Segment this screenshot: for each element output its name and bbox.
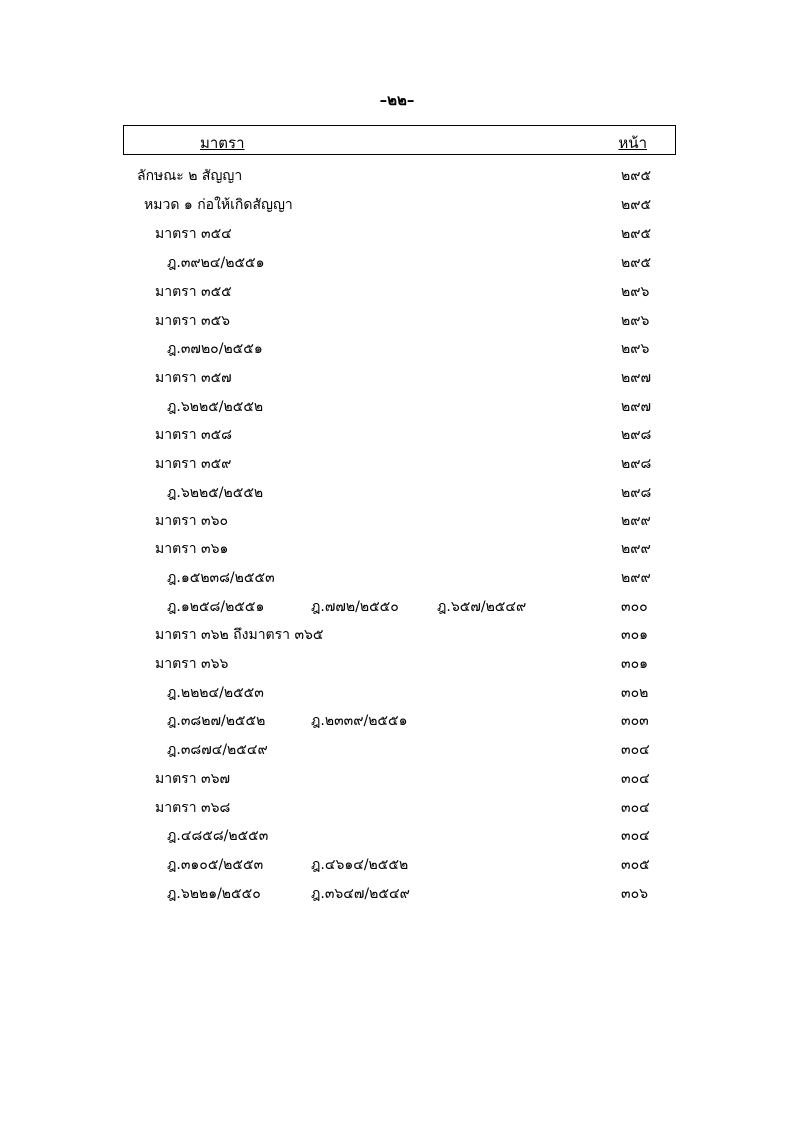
toc-entry: มาตรา ๓๖๒ ถึงมาตรา ๓๖๕ bbox=[155, 627, 324, 643]
toc-row bbox=[0, 482, 794, 504]
toc-page-number: ๓๐๒ bbox=[621, 685, 649, 701]
toc-page-number: ๓๐๔ bbox=[621, 742, 650, 758]
toc-row bbox=[0, 883, 794, 905]
table-header bbox=[123, 125, 676, 155]
toc-entry: มาตรา ๓๕๕ bbox=[155, 284, 232, 300]
toc-row bbox=[0, 396, 794, 418]
toc-row bbox=[0, 338, 794, 360]
toc-entry: ฎ.๖๒๒๑/๒๕๕๐ bbox=[167, 886, 261, 902]
toc-row bbox=[0, 223, 794, 245]
toc-row bbox=[0, 567, 794, 589]
toc-row bbox=[0, 854, 794, 876]
toc-row bbox=[0, 424, 794, 446]
toc-page-number: ๒๙๘ bbox=[621, 485, 652, 501]
toc-row bbox=[0, 194, 794, 216]
toc-entry-extra: ฎ.๖๕๗/๒๕๔๙ bbox=[437, 599, 527, 615]
toc-page-number: ๒๙๕ bbox=[621, 168, 652, 184]
toc-page-number: ๒๙๘ bbox=[621, 427, 652, 443]
toc-row bbox=[0, 310, 794, 332]
toc-page-number: ๒๙๙ bbox=[621, 570, 651, 586]
toc-page-number: ๒๙๕ bbox=[621, 255, 652, 271]
toc-entry: ฎ.๓๗๒๐/๒๕๕๑ bbox=[167, 341, 263, 357]
toc-row bbox=[0, 453, 794, 475]
toc-entry: มาตรา ๓๖๑ bbox=[155, 541, 229, 557]
toc-page-number: ๒๙๗ bbox=[621, 399, 652, 415]
page-number: –๒๒– bbox=[379, 91, 415, 109]
toc-entry: มาตรา ๓๕๙ bbox=[155, 456, 232, 472]
toc-entry-extra: ฎ.๗๗๒/๒๕๕๐ bbox=[311, 599, 399, 615]
toc-page-number: ๒๙๙ bbox=[621, 513, 651, 529]
toc-entry: ฎ.๑๒๕๘/๒๕๕๑ bbox=[167, 599, 265, 615]
toc-page-number: ๓๐๓ bbox=[621, 713, 649, 729]
toc-page-number: ๒๙๕ bbox=[621, 197, 652, 213]
toc-row bbox=[0, 367, 794, 389]
toc-entry: ฎ.๓๘๗๔/๒๕๔๙ bbox=[167, 742, 268, 758]
toc-entry: มาตรา ๓๖๐ bbox=[155, 513, 229, 529]
toc-row bbox=[0, 768, 794, 790]
toc-page-number: ๒๙๗ bbox=[621, 370, 652, 386]
toc-entry: ฎ.๖๒๒๕/๒๕๕๒ bbox=[167, 399, 264, 415]
toc-entry: ลักษณะ ๒ สัญญา bbox=[137, 168, 243, 184]
toc-page-number: ๓๐๔ bbox=[621, 771, 650, 787]
toc-entry: ฎ.๑๕๒๓๘/๒๕๕๓ bbox=[167, 570, 275, 586]
toc-row bbox=[0, 596, 794, 618]
toc-page-number: ๒๙๕ bbox=[621, 226, 652, 242]
toc-entry: มาตรา ๓๖๘ bbox=[155, 800, 231, 816]
toc-page-number: ๓๐๖ bbox=[621, 886, 649, 902]
toc-entry-extra: ฎ.๔๖๑๔/๒๕๕๒ bbox=[311, 857, 409, 873]
toc-entry: ฎ.๖๒๒๕/๒๕๕๒ bbox=[167, 485, 264, 501]
toc-row bbox=[0, 281, 794, 303]
toc-row bbox=[0, 653, 794, 675]
toc-row bbox=[0, 538, 794, 560]
toc-page-number: ๒๙๖ bbox=[621, 313, 650, 329]
toc-page-number: ๒๙๙ bbox=[621, 541, 651, 557]
toc-entry-extra: ฎ.๒๓๓๙/๒๕๕๑ bbox=[311, 713, 408, 729]
toc-row bbox=[0, 682, 794, 704]
header-page-label: หน้า bbox=[618, 134, 647, 152]
toc-entry-extra: ฎ.๓๖๔๗/๒๕๔๙ bbox=[311, 886, 410, 902]
toc-row bbox=[0, 165, 794, 187]
toc-row bbox=[0, 510, 794, 532]
toc-row bbox=[0, 797, 794, 819]
toc-entry: มาตรา ๓๕๗ bbox=[155, 370, 232, 386]
toc-row bbox=[0, 739, 794, 761]
toc-page-number: ๓๐๑ bbox=[621, 627, 649, 643]
toc-page-number: ๓๐๐ bbox=[621, 599, 648, 615]
toc-entry: ฎ.๒๒๒๔/๒๕๕๓ bbox=[167, 685, 264, 701]
toc-entry: ฎ.๓๙๒๔/๒๕๕๑ bbox=[167, 255, 265, 271]
toc-entry: มาตรา ๓๖๖ bbox=[155, 656, 229, 672]
toc-row bbox=[0, 825, 794, 847]
toc-page-number: ๒๙๖ bbox=[621, 341, 650, 357]
toc-entry: มาตรา ๓๖๗ bbox=[155, 771, 230, 787]
toc-page-number: ๓๐๑ bbox=[621, 656, 649, 672]
toc-entry: มาตรา ๓๕๔ bbox=[155, 226, 232, 242]
toc-row bbox=[0, 252, 794, 274]
toc-entry: ฎ.๓๑๐๕/๒๕๕๓ bbox=[167, 857, 264, 873]
toc-page-number: ๓๐๕ bbox=[621, 857, 650, 873]
toc-entry: ฎ.๓๘๒๗/๒๕๕๒ bbox=[167, 713, 266, 729]
toc-entry: มาตรา ๓๕๖ bbox=[155, 313, 231, 329]
toc-entry: หมวด ๑ ก่อให้เกิดสัญญา bbox=[144, 197, 293, 213]
toc-row bbox=[0, 710, 794, 732]
toc-entry: มาตรา ๓๕๘ bbox=[155, 427, 232, 443]
toc-page-number: ๒๙๖ bbox=[621, 284, 650, 300]
header-section-label: มาตรา bbox=[200, 134, 245, 152]
toc-page-number: ๓๐๔ bbox=[621, 828, 650, 844]
toc-row bbox=[0, 624, 794, 646]
toc-entry: ฎ.๔๘๕๘/๒๕๕๓ bbox=[167, 828, 269, 844]
toc-page-number: ๒๙๘ bbox=[621, 456, 652, 472]
toc-page-number: ๓๐๔ bbox=[621, 800, 650, 816]
